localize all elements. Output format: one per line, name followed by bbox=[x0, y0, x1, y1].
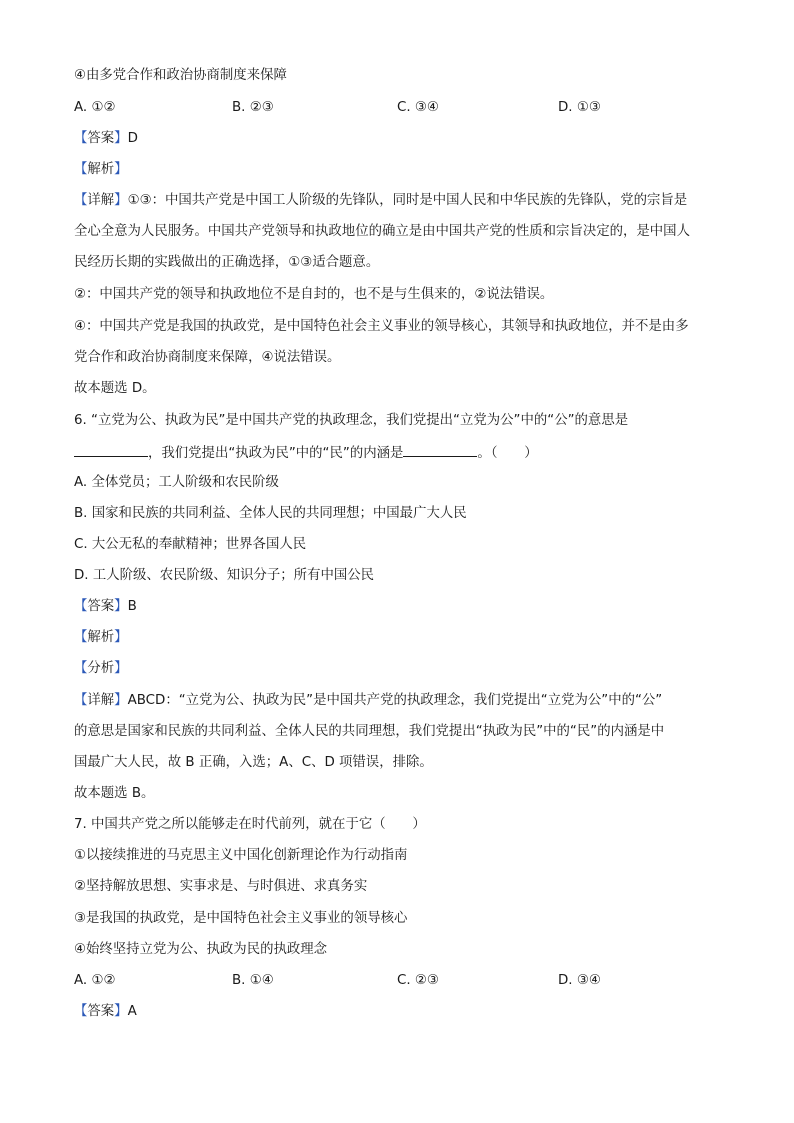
fill-blank bbox=[403, 443, 477, 457]
q7-option-d: D. ③④ bbox=[558, 973, 601, 988]
q5-detail-line-3: 民经历长期的实践做出的正确选择，①③适合题意。 bbox=[74, 255, 380, 270]
q6-analysis-heading: 【解析】 bbox=[74, 630, 128, 645]
q6-option-a: A. 全体党员；工人阶级和农民阶级 bbox=[74, 475, 279, 490]
q5-detail-line-4: ②：中国共产党的领导和执政地位不是自封的，也不是与生俱来的，②说法错误。 bbox=[74, 287, 554, 302]
q7-option-c: C. ②③ bbox=[397, 973, 439, 988]
q6-option-c: C. 大公无私的奉献精神；世界各国人民 bbox=[74, 537, 307, 552]
q7-option-a: A. ①② bbox=[74, 973, 116, 988]
q7-stem: 7. 中国共产党之所以能够走在时代前列，就在于它（ ） bbox=[74, 817, 426, 832]
q6-option-b: B. 国家和民族的共同利益、全体人民的共同理想；中国最广大人民 bbox=[74, 506, 467, 521]
q6-fenxi-heading: 【分析】 bbox=[74, 661, 128, 676]
q7-statement-4: ④始终坚持立党为公、执政为民的执政理念 bbox=[74, 942, 328, 957]
q6-detail-line-4: 故本题选 B。 bbox=[74, 786, 155, 801]
q6-stem-line-1: 6. “立党为公、执政为民”是中国共产党的执政理念，我们党提出“立党为公”中的“公”的意思是 bbox=[74, 413, 629, 428]
q7-statement-3: ③是我国的执政党，是中国特色社会主义事业的领导核心 bbox=[74, 911, 408, 926]
q5-analysis-heading: 【解析】 bbox=[74, 162, 128, 177]
q7-statement-1: ①以接续推进的马克思主义中国化创新理论作为行动指南 bbox=[74, 848, 408, 863]
q5-detail-line-5: ④：中国共产党是我国的执政党，是中国特色社会主义事业的领导核心，其领导和执政地位，并不是由多 bbox=[74, 319, 689, 334]
q7-option-b: B. ①④ bbox=[232, 973, 274, 988]
q6-detail-line-1: 【详解】ABCD：“立党为公、执政为民”是中国共产党的执政理念，我们党提出“立党为公”中的“公” bbox=[74, 693, 663, 708]
q5-detail-line-6: 党合作和政治协商制度来保障，④说法错误。 bbox=[74, 350, 341, 365]
q5-option-a: A. ①② bbox=[74, 100, 116, 115]
q5-answer: 【答案】D bbox=[74, 131, 138, 146]
q5-option-b: B. ②③ bbox=[232, 100, 274, 115]
q7-statement-2: ②坚持解放思想、实事求是、与时俱进、求真务实 bbox=[74, 879, 368, 894]
q7-answer: 【答案】A bbox=[74, 1004, 137, 1019]
q6-option-d: D. 工人阶级、农民阶级、知识分子；所有中国公民 bbox=[74, 568, 375, 583]
q5-option-c: C. ③④ bbox=[397, 100, 439, 115]
q5-detail-line-1: 【详解】①③：中国共产党是中国工人阶级的先锋队，同时是中国人民和中华民族的先锋队，党的宗旨是 bbox=[74, 193, 688, 208]
fill-blank bbox=[74, 443, 148, 457]
q5-detail-line-2: 全心全意为人民服务。中国共产党领导和执政地位的确立是由中国共产党的性质和宗旨决定的，是中国人 bbox=[74, 224, 690, 239]
q6-stem-line-2: ，我们党提出“执政为民”中的“民”的内涵是 。（ ） bbox=[74, 443, 538, 463]
q5-option-d: D. ①③ bbox=[558, 100, 601, 115]
q6-detail-line-2: 的意思是国家和民族的共同利益、全体人民的共同理想，我们党提出“执政为民”中的“民”的内涵是中 bbox=[74, 724, 665, 739]
q5-statement-4: ④由多党合作和政治协商制度来保障 bbox=[74, 68, 287, 83]
q6-answer: 【答案】B bbox=[74, 599, 137, 614]
q5-detail-line-7: 故本题选 D。 bbox=[74, 381, 156, 396]
q6-detail-line-3: 国最广大人民，故 B 正确，入选；A、C、D 项错误，排除。 bbox=[74, 755, 433, 770]
